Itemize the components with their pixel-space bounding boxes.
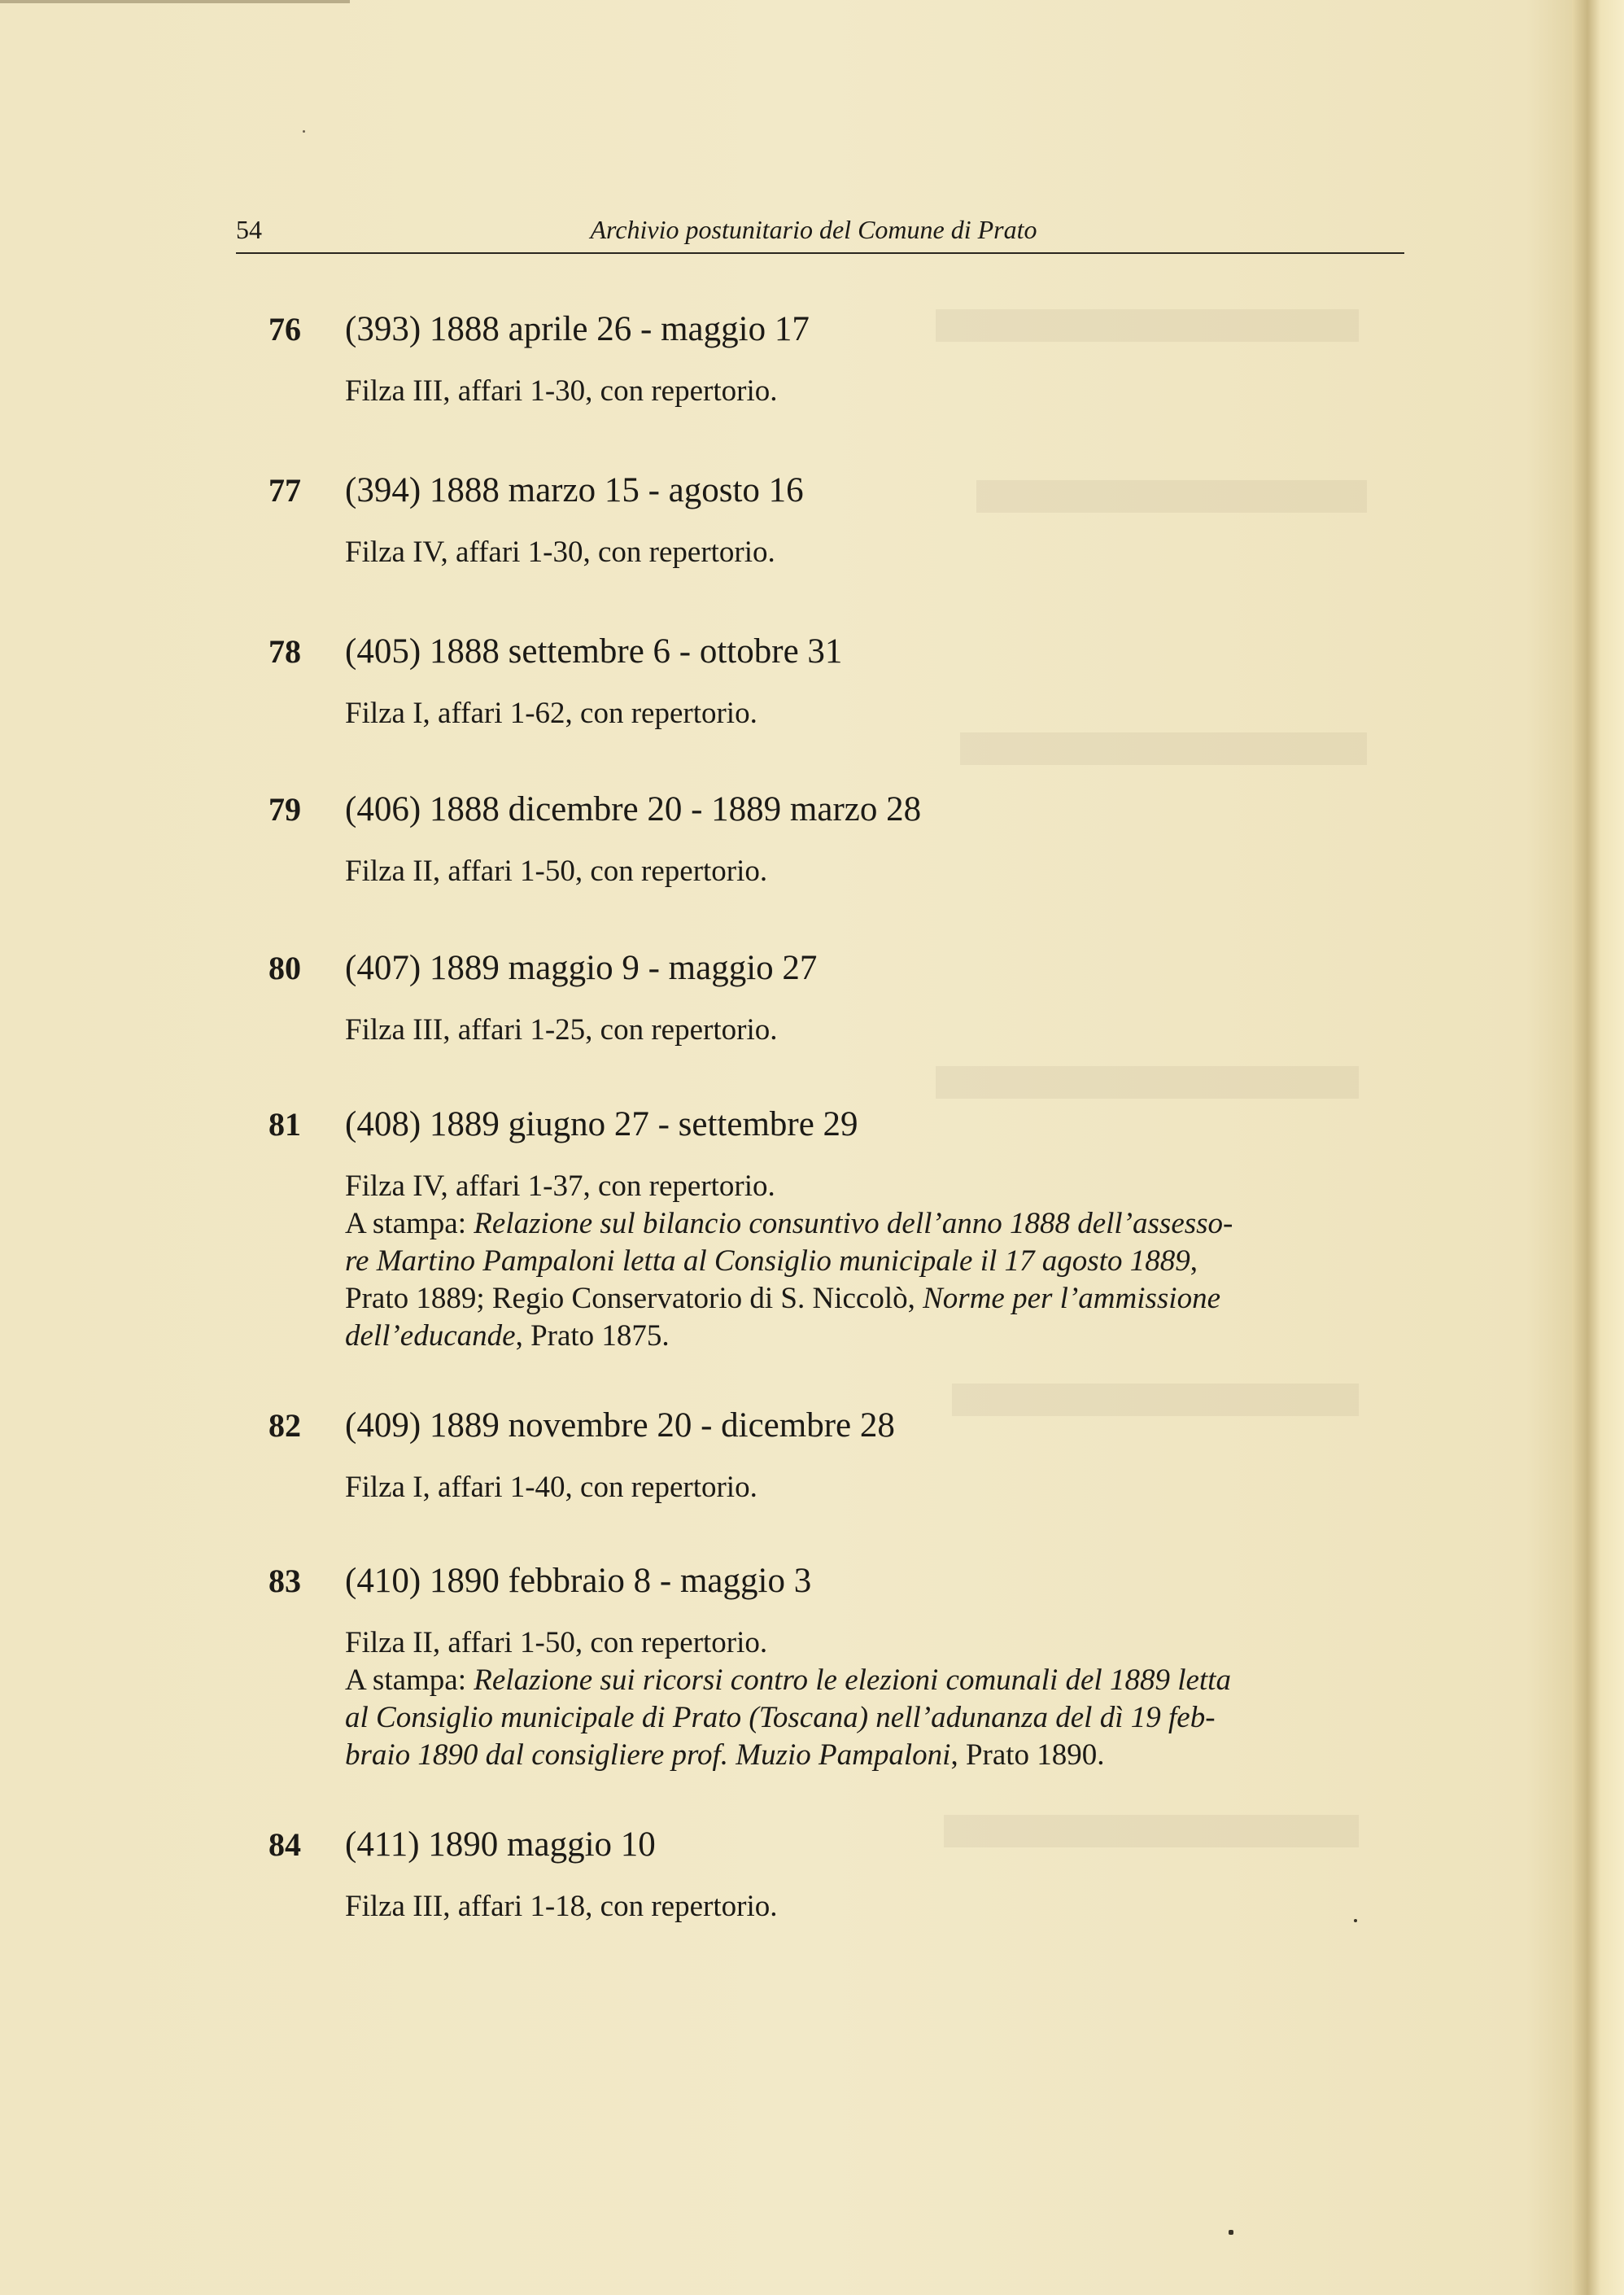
entry-description: Filza II, affari 1-50, con repertorio. <box>345 855 768 888</box>
note-text: Prato 1889; Regio Conservatorio di S. Niccolò, <box>345 1282 923 1315</box>
header-rule <box>236 252 1404 254</box>
book-gutter <box>1572 0 1624 2295</box>
note-text: , Prato 1890. <box>950 1738 1105 1772</box>
entry-title: (394) 1888 marzo 15 - agosto 16 <box>345 471 804 509</box>
entry-description: Filza III, affari 1-25, con repertorio. <box>345 1013 778 1047</box>
entry-number: 80 <box>268 950 301 986</box>
entry-title: (393) 1888 aprile 26 - maggio 17 <box>345 310 810 348</box>
top-edge-shadow <box>0 0 350 3</box>
note-text: , <box>1190 1244 1198 1278</box>
entry-number: 76 <box>268 311 301 348</box>
entry-description: Filza II, affari 1-50, con repertorio. <box>345 1626 768 1659</box>
entry-title: (406) 1888 dicembre 20 - 1889 marzo 28 <box>345 790 922 828</box>
bleed-through-shadow <box>960 732 1367 765</box>
entry-description: Filza I, affari 1-62, con repertorio. <box>345 697 757 730</box>
note-title-italic: braio 1890 dal consigliere prof. Muzio Pampaloni <box>345 1738 951 1772</box>
entry-description: Filza III, affari 1-18, con repertorio. <box>345 1890 778 1923</box>
entry-number: 77 <box>268 472 301 509</box>
entry-number: 78 <box>268 633 301 670</box>
entry-number: 81 <box>268 1106 301 1143</box>
paper-speck <box>1229 2230 1233 2235</box>
bleed-through-shadow <box>936 1066 1359 1099</box>
bleed-through-shadow <box>952 1384 1359 1416</box>
note-title-italic: Relazione sui ricorsi contro le elezioni comunali del 1889 letta <box>474 1663 1231 1697</box>
note-title-italic: al Consiglio municipale di Prato (Toscana) nell’adunanza del dì 19 feb- <box>345 1701 1216 1734</box>
entry-print-note <box>345 1205 1624 1355</box>
entry-description: Filza IV, affari 1-30, con repertorio. <box>345 536 775 569</box>
paper-speck <box>1354 1919 1357 1922</box>
entry-description: Filza IV, affari 1-37, con repertorio. <box>345 1169 775 1203</box>
note-title-italic: dell’educande <box>345 1319 516 1353</box>
paper-speck <box>303 130 305 133</box>
page-header <box>236 213 1404 254</box>
note-title-italic: Relazione sul bilancio consuntivo dell’anno 1888 dell’assesso- <box>474 1207 1233 1240</box>
entry-number: 84 <box>268 1826 301 1863</box>
page-number: 54 <box>236 215 262 244</box>
entry-title: (411) 1890 maggio 10 <box>345 1825 656 1864</box>
note-title-italic: Norme per l’ammissione <box>923 1282 1220 1315</box>
entry-number: 83 <box>268 1563 301 1599</box>
entry-description: Filza I, affari 1-40, con repertorio. <box>345 1471 757 1504</box>
entry-number: 82 <box>268 1407 301 1444</box>
entry-title: (409) 1889 novembre 20 - dicembre 28 <box>345 1406 895 1445</box>
entry-description: Filza III, affari 1-30, con repertorio. <box>345 374 778 408</box>
entry-title: (408) 1889 giugno 27 - settembre 29 <box>345 1105 858 1143</box>
note-text: , Prato 1875. <box>515 1319 670 1353</box>
note-text: A stampa: <box>345 1207 474 1240</box>
entry-title: (407) 1889 maggio 9 - maggio 27 <box>345 949 818 987</box>
running-title: Archivio postunitario del Comune di Prato <box>590 215 1037 244</box>
bleed-through-shadow <box>976 480 1367 513</box>
bleed-through-shadow <box>944 1815 1359 1847</box>
entry-title: (405) 1888 settembre 6 - ottobre 31 <box>345 632 843 671</box>
entry-print-note <box>345 1662 1624 1774</box>
note-text: A stampa: <box>345 1663 474 1697</box>
entry-number: 79 <box>268 791 301 828</box>
entry-title: (410) 1890 febbraio 8 - maggio 3 <box>345 1562 812 1600</box>
note-title-italic: re Martino Pampaloni letta al Consiglio municipale il 17 agosto 1889 <box>345 1244 1190 1278</box>
bleed-through-shadow <box>936 309 1359 342</box>
